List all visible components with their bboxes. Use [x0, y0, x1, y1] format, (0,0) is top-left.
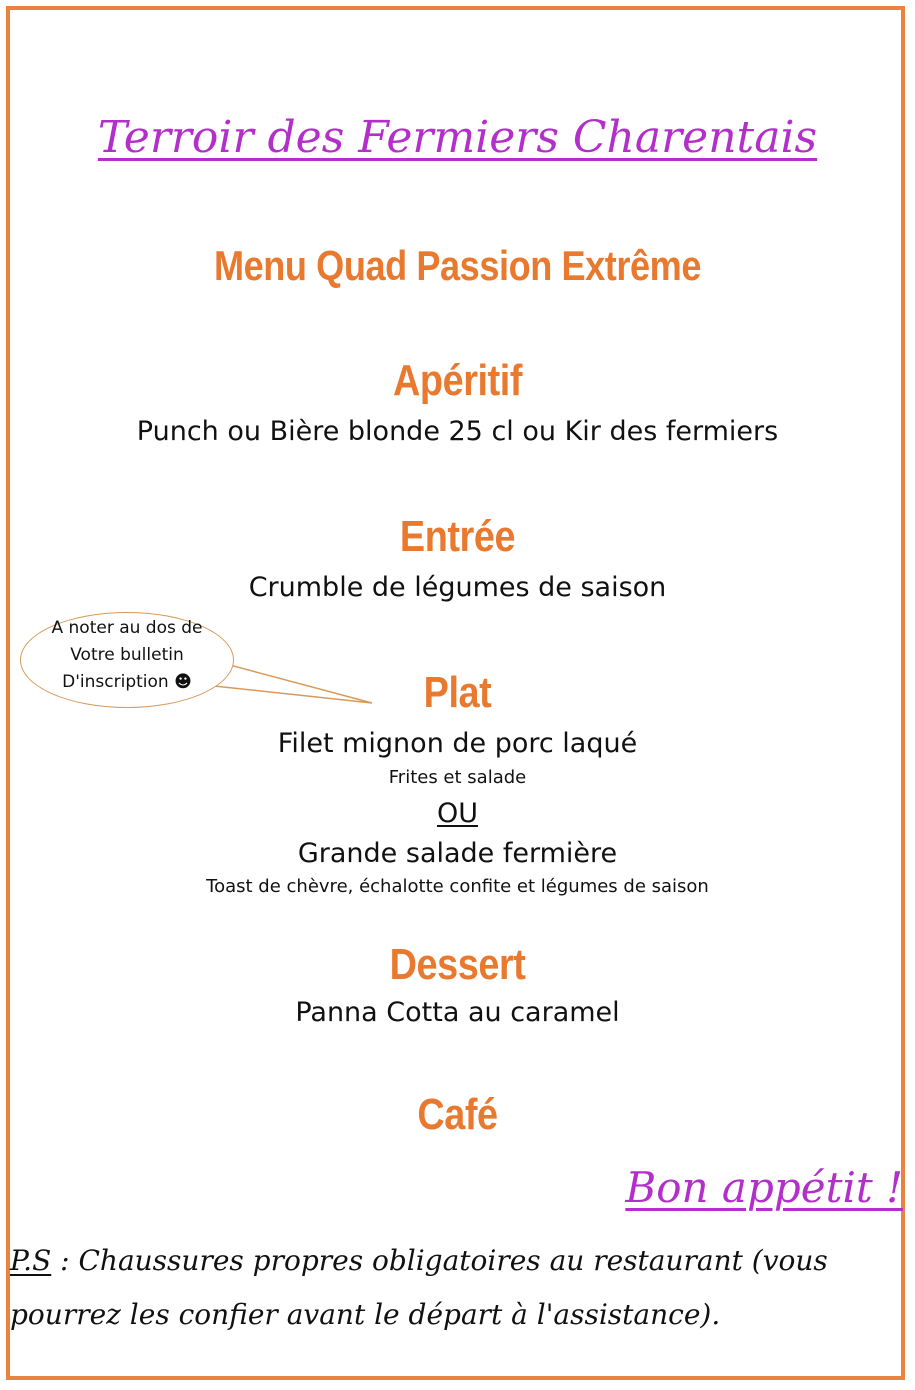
section-title-aperitif: Apéritif [393, 356, 522, 405]
section-title-cafe: Café [417, 1090, 498, 1139]
callout-bubble [20, 612, 234, 708]
menu-title: Menu Quad Passion Extrême [213, 242, 702, 289]
postscript-label: P.S [10, 1244, 52, 1277]
plat-option-2: Grande salade fermière [297, 838, 618, 869]
plat-option-1: Filet mignon de porc laqué [277, 728, 638, 759]
aperitif-item: Punch ou Bière blonde 25 cl ou Kir des fermiers [136, 416, 779, 447]
closing-message: Bon appétit ! [625, 1163, 903, 1212]
entree-item: Crumble de légumes de saison [248, 572, 667, 603]
callout-line-1: A noter au dos de [51, 618, 203, 638]
brand-title: Terroir des Fermiers Charentais [97, 112, 818, 163]
plat-option-1-detail: Frites et salade [388, 767, 527, 788]
callout-line-3: D'inscription ☻ [62, 672, 192, 692]
plat-option-2-detail: Toast de chèvre, échalotte confite et légumes de saison [206, 876, 709, 897]
section-title-entree: Entrée [399, 512, 516, 561]
section-title-dessert: Dessert [389, 940, 526, 989]
plat-or-separator: OU [436, 798, 478, 829]
callout-line-2: Votre bulletin [70, 645, 184, 665]
dessert-item: Panna Cotta au caramel [295, 997, 620, 1028]
postscript-text: : Chaussures propres obligatoires au restaurant (vous pourrez les confier avant le départ à l'assistance). [10, 1244, 828, 1331]
section-title-plat: Plat [423, 668, 492, 717]
